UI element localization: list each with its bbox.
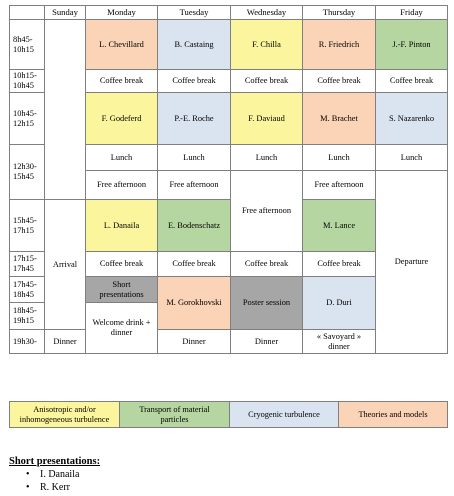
talk-cell: F. Chilla bbox=[231, 20, 303, 70]
coffee-break-cell: Coffee break bbox=[303, 70, 376, 93]
day-header-friday: Friday bbox=[376, 6, 448, 20]
welcome-drink-cell: Welcome drink + dinner bbox=[86, 303, 158, 354]
short-presentations-cell: Short presentations bbox=[86, 277, 158, 303]
time-slot: 19h30- bbox=[10, 330, 45, 354]
time-slot: 17h15- 17h45 bbox=[10, 252, 45, 277]
day-header-wednesday: Wednesday bbox=[231, 6, 303, 20]
day-header-sunday: Sunday bbox=[45, 6, 86, 20]
legend-theories: Theories and models bbox=[339, 402, 448, 428]
coffee-break-cell: Coffee break bbox=[86, 70, 158, 93]
lunch-cell: Lunch bbox=[86, 145, 158, 171]
talk-cell: F. Godeferd bbox=[86, 93, 158, 145]
talk-cell: B. Castaing bbox=[158, 20, 231, 70]
row-session-1 bbox=[10, 20, 448, 70]
poster-session-cell: Poster session bbox=[231, 277, 303, 330]
day-header-monday: Monday bbox=[86, 6, 158, 20]
dinner-cell: Dinner bbox=[45, 330, 86, 354]
talk-cell: R. Friedrich bbox=[303, 20, 376, 70]
coffee-break-cell: Coffee break bbox=[376, 70, 448, 93]
talk-cell: S. Nazarenko bbox=[376, 93, 448, 145]
talk-cell: E. Bodenschatz bbox=[158, 200, 231, 252]
dinner-cell: Dinner bbox=[231, 330, 303, 354]
short-presentations-title: Short presentations: bbox=[9, 456, 101, 467]
free-afternoon-cell: Free afternoon bbox=[86, 171, 158, 200]
coffee-break-cell: Coffee break bbox=[158, 252, 231, 277]
lunch-cell: Lunch bbox=[158, 145, 231, 171]
talk-cell: D. Duri bbox=[303, 277, 376, 330]
time-slot: 17h45- 18h45 bbox=[10, 277, 45, 303]
day-header-tuesday: Tuesday bbox=[158, 6, 231, 20]
coffee-break-cell: Coffee break bbox=[231, 252, 303, 277]
free-afternoon-cell: Free afternoon bbox=[303, 171, 376, 200]
sunday-empty-cell bbox=[45, 20, 86, 200]
talk-cell: F. Daviaud bbox=[231, 93, 303, 145]
talk-cell: L. Chevillard bbox=[86, 20, 158, 70]
time-slot: 10h15- 10h45 bbox=[10, 70, 45, 93]
lunch-cell: Lunch bbox=[303, 145, 376, 171]
time-slot: 8h45- 10h15 bbox=[10, 20, 45, 70]
corner-cell bbox=[10, 6, 45, 20]
talk-cell: M. Gorokhovski bbox=[158, 277, 231, 330]
time-slot: 10h45- 12h15 bbox=[10, 93, 45, 145]
talk-cell: L. Danaila bbox=[86, 200, 158, 252]
time-slot: 12h30- 15h45 bbox=[10, 145, 45, 200]
list-item: • R. Kerr bbox=[26, 481, 79, 494]
talk-cell: M. Lance bbox=[303, 200, 376, 252]
dinner-cell: Dinner bbox=[158, 330, 231, 354]
legend-table bbox=[9, 401, 448, 428]
list-item: • I. Danaila bbox=[26, 468, 79, 481]
talk-cell: J.-F. Pinton bbox=[376, 20, 448, 70]
legend-cryogenic: Cryogenic turbulence bbox=[230, 402, 339, 428]
talk-cell: P.-E. Roche bbox=[158, 93, 231, 145]
short-presentations-list bbox=[26, 468, 79, 494]
dinner-cell: « Savoyard » dinner bbox=[303, 330, 376, 354]
header-row bbox=[10, 6, 448, 20]
coffee-break-cell: Coffee break bbox=[303, 252, 376, 277]
coffee-break-cell: Coffee break bbox=[231, 70, 303, 93]
day-header-thursday: Thursday bbox=[303, 6, 376, 20]
talk-cell: M. Brachet bbox=[303, 93, 376, 145]
time-slot: 18h45- 19h15 bbox=[10, 303, 45, 330]
free-afternoon-cell: Free afternoon bbox=[231, 171, 303, 252]
legend-anisotropic: Anisotropic and/or inhomogeneous turbulence bbox=[10, 402, 120, 428]
coffee-break-cell: Coffee break bbox=[86, 252, 158, 277]
time-slot: 15h45- 17h15 bbox=[10, 200, 45, 252]
lunch-cell: Lunch bbox=[231, 145, 303, 171]
arrival-cell: Arrival bbox=[45, 200, 86, 330]
schedule-table bbox=[9, 5, 448, 354]
legend-transport: Transport of material particles bbox=[120, 402, 230, 428]
free-afternoon-cell: Free afternoon bbox=[158, 171, 231, 200]
departure-cell: Departure bbox=[376, 171, 448, 354]
lunch-cell: Lunch bbox=[376, 145, 448, 171]
coffee-break-cell: Coffee break bbox=[158, 70, 231, 93]
